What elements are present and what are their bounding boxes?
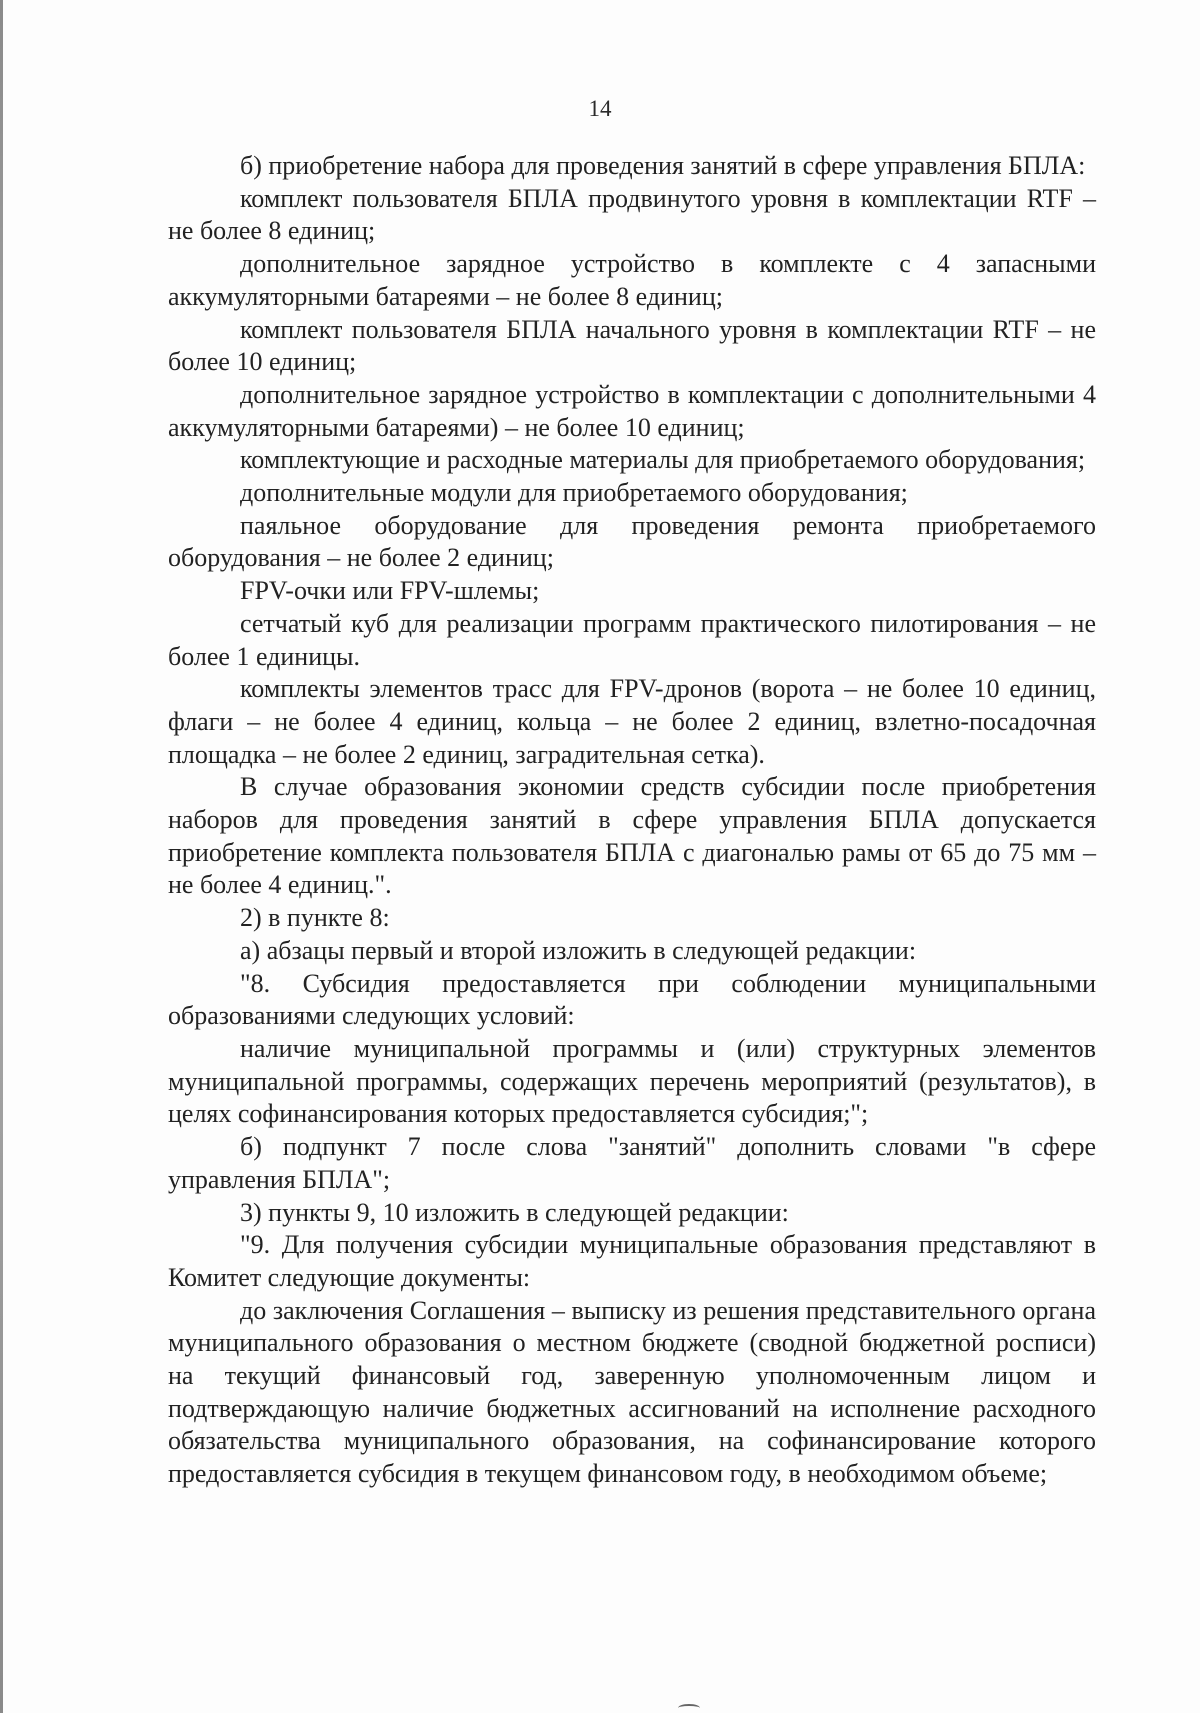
paragraph-soldering-equipment: паяльное оборудование для проведения ремонта приобретаемого оборудования – не более 2 единиц;	[168, 510, 1096, 573]
paragraph-municipal-program: наличие муниципальной программы и (или) структурных элементов муниципальной программы, содержащих перечень мероприятий (результатов), в целях софинансирования которых предоставляется субсидия;";	[168, 1033, 1096, 1129]
paragraph-documents-required: "9. Для получения субсидии муниципальные образования представляют в Комитет следующие документы:	[168, 1230, 1096, 1292]
paragraph-additional-modules: дополнительные модули для приобретаемого оборудования;	[240, 478, 908, 508]
paragraph-track-elements: комплекты элементов трасс для FPV-дронов (ворота – не более 10 единиц, флаги – не более 4 единиц, кольца – не более 2 единиц, взлетно-посадочная площадка – не более 2 единиц, заградительная сетка).	[168, 674, 1096, 769]
paragraph-before-agreement: до заключения Соглашения – выписку из решения представительного органа муниципального образования о местном бюджете (сводной бюджетной росписи) на текущий финансовый год, заверенную уполномоченным лицом и подтверждающую наличие бюджетных ассигнований на исполнение расходного обязательства муниципального образования, на софинансирование которого предоставляется субсидия в текущем финансовом году, в необходимом объеме;	[168, 1295, 1096, 1489]
paragraph-b-subitem-7: б) подпункт 7 после слова "занятий" дополнить словами "в сфере управления БПЛА";	[168, 1132, 1096, 1194]
paragraph-subsidy-conditions: "8. Субсидия предоставляется при соблюдении муниципальными образованиями следующих условий:	[168, 968, 1096, 1031]
paragraph-mesh-cube: сетчатый куб для реализации программ практического пилотирования – не более 1 единицы.	[168, 608, 1096, 671]
paragraph-savings-case: В случае образования экономии средств субсидии после приобретения наборов для проведения занятий в сфере управления БПЛА допускается приобретение комплекта пользователя БПЛА с диагональю рамы от 65 до 75 мм – не более 4 единиц.".	[168, 772, 1096, 900]
paragraph-components-consumables: комплектующие и расходные материалы для приобретаемого оборудования;	[240, 445, 1086, 475]
paragraph-b-purchase-kit: б) приобретение набора для проведения занятий в сфере управления БПЛА:	[240, 151, 1086, 180]
paragraph-item-8: 2) в пункте 8:	[240, 903, 390, 933]
page-number: 14	[588, 96, 612, 121]
scan-edge-shadow	[0, 0, 3, 1713]
paragraph-basic-kit: комплект пользователя БПЛА начального уровня в комплектации RTF – не более 10 единиц;	[168, 314, 1096, 377]
paragraph-fpv-goggles: FPV-очки или FPV-шлемы;	[240, 576, 540, 606]
scan-artifact-mark	[678, 1704, 700, 1712]
paragraph-charger-spare-batteries: дополнительное зарядное устройство в комплекте с 4 запасными аккумуляторными батареями – не более 8 единиц;	[168, 249, 1096, 311]
document-body	[168, 150, 1096, 1491]
paragraph-items-9-10: 3) пункты 9, 10 изложить в следующей редакции:	[240, 1197, 789, 1227]
paragraph-charger-extra-batteries: дополнительное зарядное устройство в комплектации с дополнительными 4 аккумуляторными батареями) – не более 10 единиц;	[168, 379, 1096, 442]
paragraph-advanced-kit: комплект пользователя БПЛА продвинутого уровня в комплектации RTF – не более 8 единиц;	[168, 183, 1096, 246]
paragraph-a-first-second: а) абзацы первый и второй изложить в следующей редакции:	[240, 935, 917, 965]
